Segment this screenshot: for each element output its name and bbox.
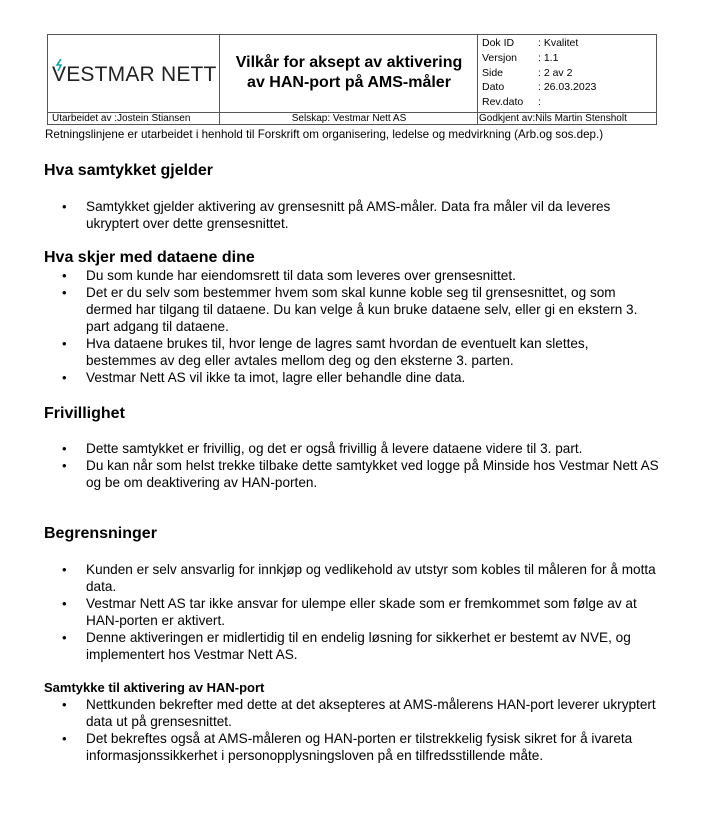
list-item: • Det er du selv som bestemmer hvem som skal kunne koble seg til grensesnittet, og som dermed har tilgang til dataene. Du kan velge å kun bruke dataene selv, eller gi en ekstern 3. part adgang til dataene. (62, 284, 662, 335)
section-list (62, 440, 662, 491)
prepared-by: Utarbeidet av :Jostein Stiansen (52, 113, 191, 124)
list-item: • Denne aktiveringen er midlertidig til en endelig løsning for sikkerhet er bestemt av NVE, og implementert hos Vestmar Nett AS. (62, 629, 662, 663)
meta-value: : 1.1 (538, 51, 559, 64)
meta-key: Dok ID (482, 37, 515, 49)
title-line-1: Vilkår for aksept av aktivering (235, 54, 463, 71)
list-item: • Samtykket gjelder aktivering av grensesnitt på AMS-måler. Data fra måler vil da leveres ukryptert over dette grensesnittet. (62, 198, 662, 232)
list-item: • Det bekreftes også at AMS-måleren og HAN-porten er tilstrekkelig fysisk sikret for å ivareta informasjonssikkerhet i personopplysningsloven på en tilfredsstillende måte. (62, 730, 662, 764)
meta-value: : 2 av 2 (538, 66, 573, 79)
section-heading: Hva samtykket gjelder (44, 162, 213, 179)
logo-text: VESTMAR NETT (52, 63, 217, 86)
meta-value: : Kvalitet (538, 37, 579, 49)
list-item: • Hva dataene brukes til, hvor lenge de lagres samt hvordan de eventuelt kan slettes, bestemmes av deg eller avtales mellom deg og den eksterne 3. parten. (62, 335, 662, 369)
meta-row (482, 36, 596, 51)
meta-row (482, 51, 596, 66)
section-list (62, 267, 662, 386)
section-list (62, 198, 662, 232)
meta-value: : 26.03.2023 (538, 81, 597, 94)
section-heading: Hva skjer med dataene dine (44, 249, 255, 266)
section-list (62, 696, 662, 764)
title-line-2: av HAN-port på AMS-måler (247, 74, 451, 91)
list-item: • Nettkunden bekrefter med dette at det aksepteres at AMS-målerens HAN-port leverer ukryptert data ut på grensesnittet. (62, 696, 662, 730)
list-item: • Vestmar Nett AS vil ikke ta imot, lagre eller behandle dine data. (62, 369, 662, 386)
meta-value: : (538, 96, 541, 109)
document-header-table (47, 34, 657, 125)
section-heading: Samtykke til aktivering av HAN-port (44, 680, 265, 695)
list-item: • Kunden er selv ansvarlig for innkjøp og vedlikehold av utstyr som kobles til måleren for å motta data. (62, 561, 662, 595)
meta-key: Dato (482, 81, 505, 94)
list-item: • Du som kunde har eiendomsrett til data som leveres over grensesnittet. (62, 267, 662, 284)
company-logo (52, 63, 218, 89)
approved-by: Godkjent av:Nils Martin Stensholt (479, 113, 627, 124)
list-item: • Vestmar Nett AS tar ikke ansvar for ulempe eller skade som er fremkommet som følge av at HAN-porten er aktivert. (62, 595, 662, 629)
section-list (62, 561, 662, 663)
lightning-bolt-icon (55, 59, 63, 71)
list-item: • Dette samtykket er frivillig, og det er også frivillig å levere dataene videre til 3. part. (62, 440, 662, 457)
section-heading: Begrensninger (44, 525, 157, 542)
guideline-note: Retningslinjene er utarbeidet i henhold til Forskrift om organisering, ledelse og medvirkning (Arb.og sos.dep.) (45, 128, 604, 141)
document-title (220, 53, 478, 93)
section-heading: Frivillighet (44, 405, 125, 422)
meta-row (482, 95, 596, 110)
list-item: • Du kan når som helst trekke tilbake dette samtykket ved logge på Minside hos Vestmar Nett AS og be om deaktivering av HAN-porten. (62, 457, 662, 491)
meta-key: Side (482, 66, 504, 79)
meta-row (482, 66, 596, 81)
meta-key: Rev.dato (482, 96, 524, 109)
company-name: Selskap: Vestmar Nett AS (291, 113, 407, 124)
meta-key: Versjon (482, 51, 518, 64)
meta-row (482, 80, 596, 95)
document-meta (482, 36, 596, 110)
